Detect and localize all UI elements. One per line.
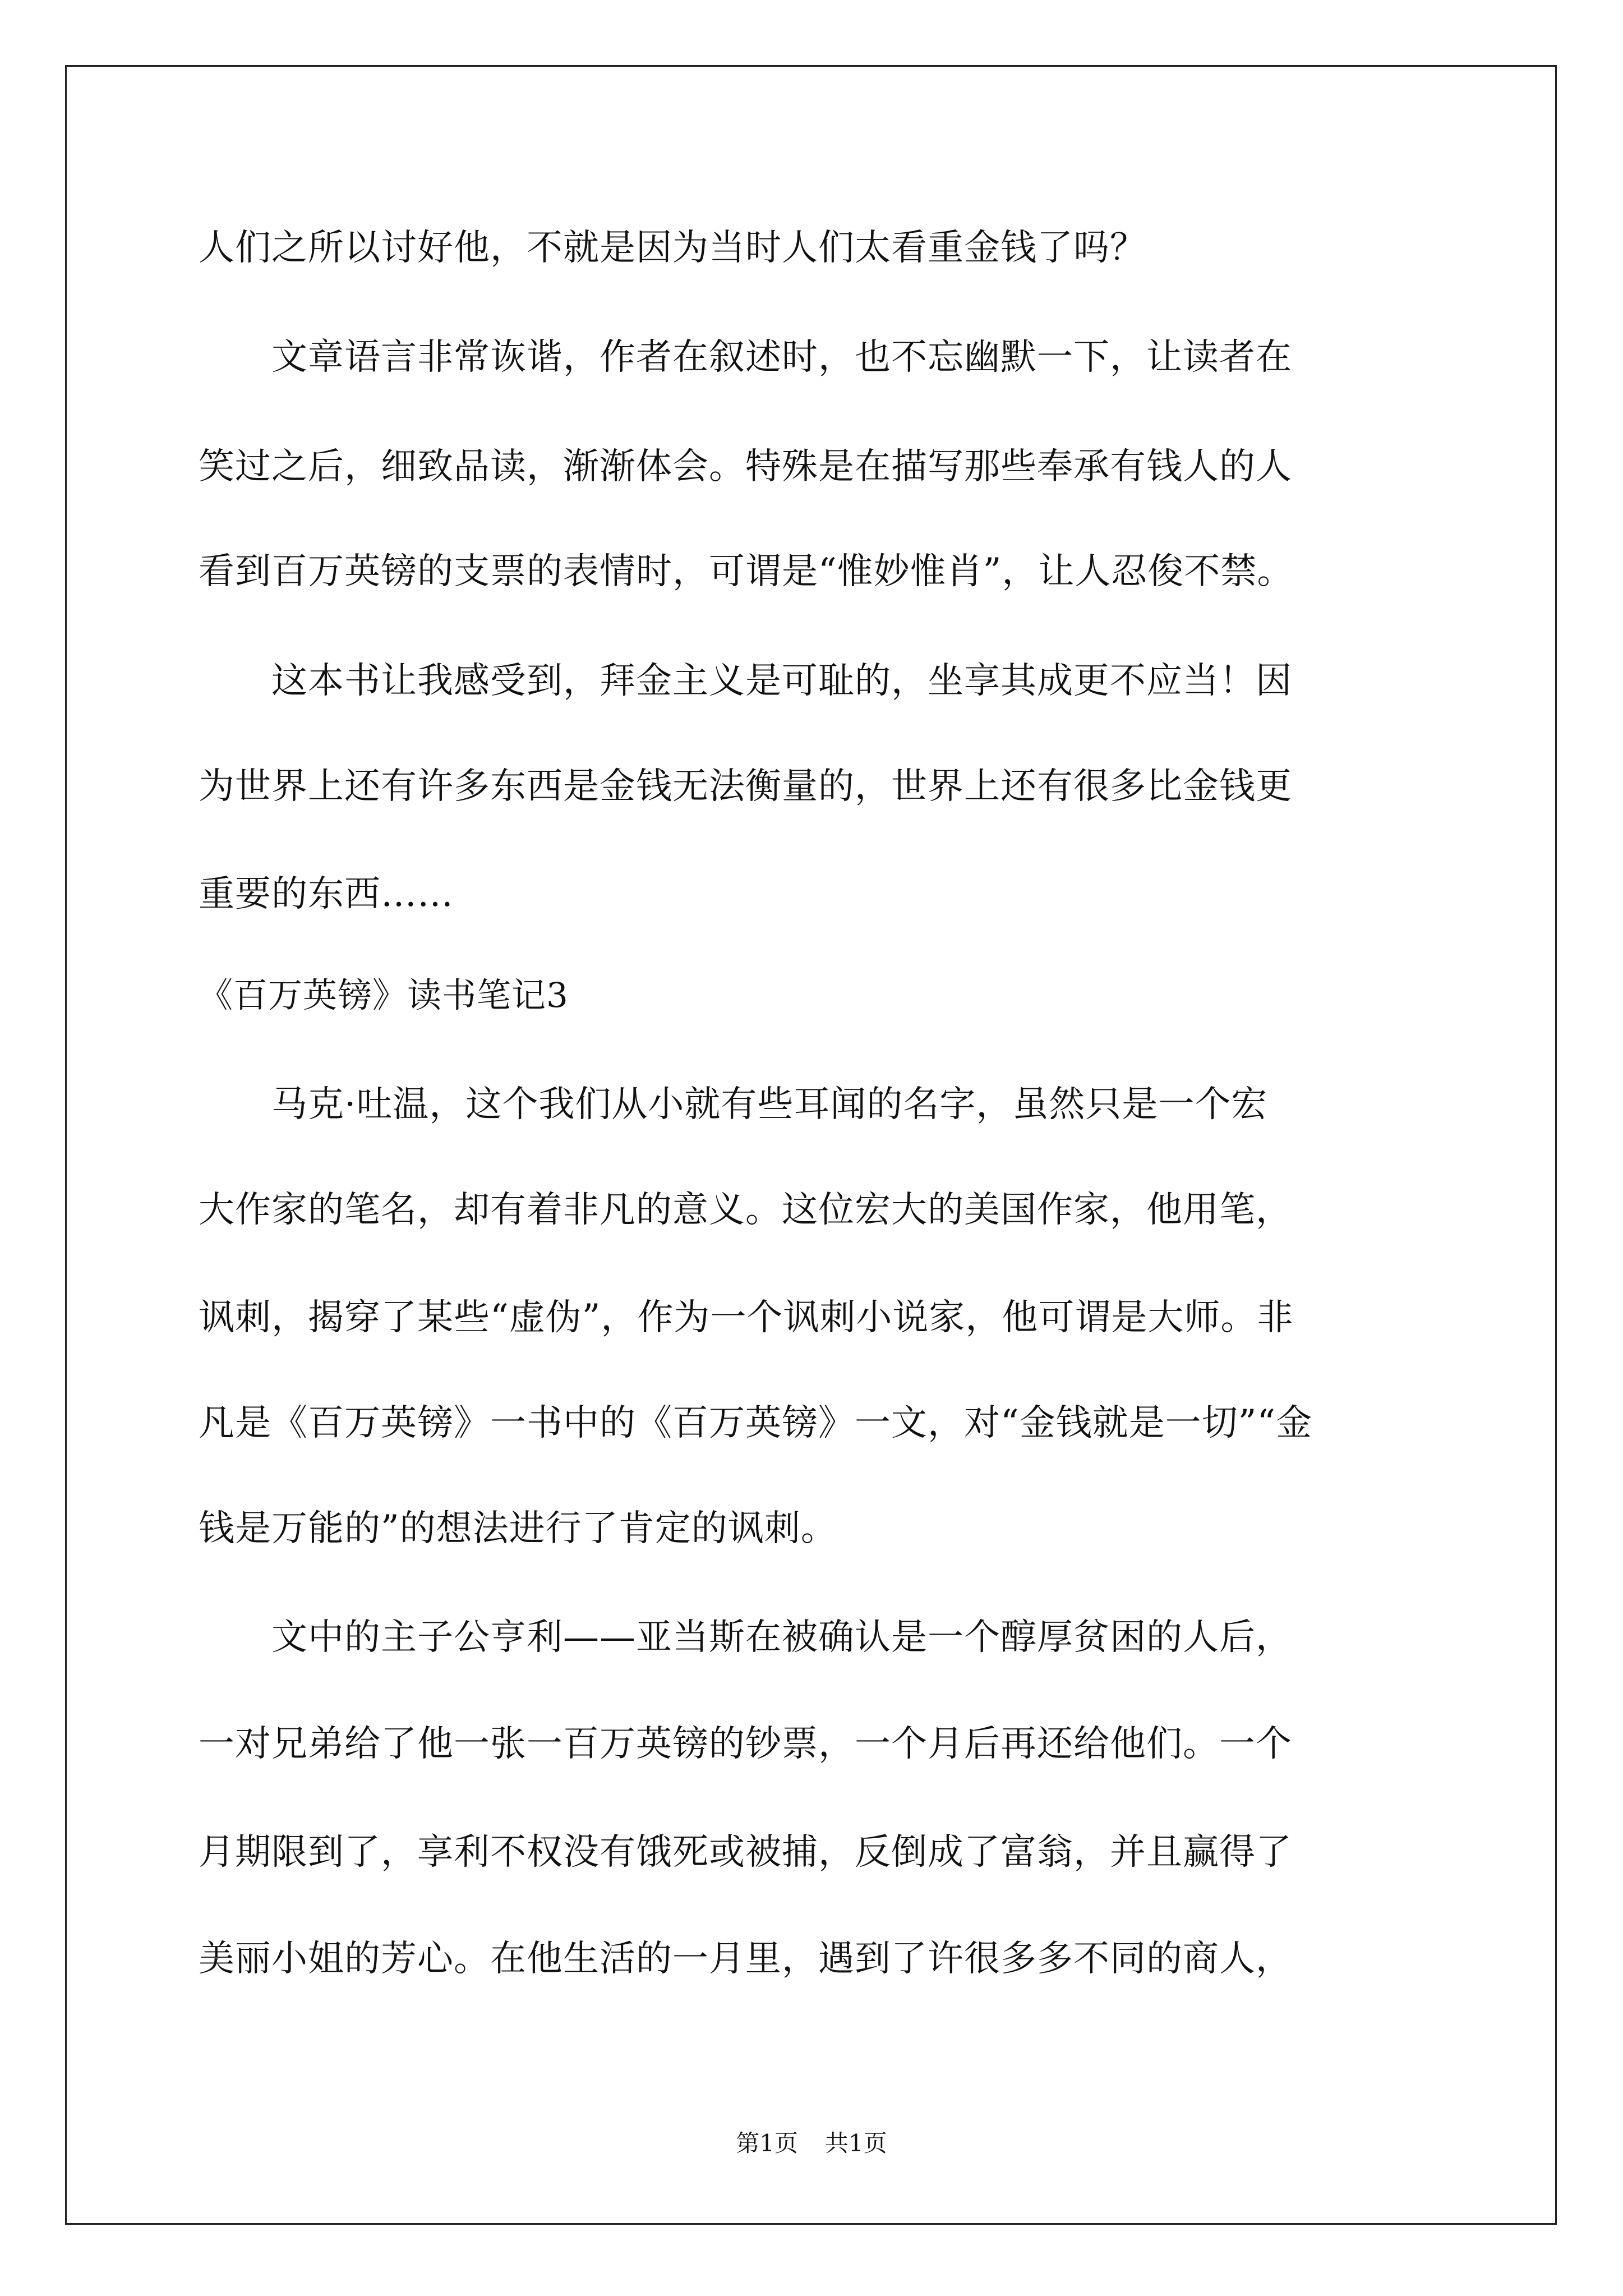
page-number-total: 共1页 — [825, 2129, 887, 2157]
text-line: 看到百万英镑的支票的表情时，可谓是“惟妙惟肖”，让人忍俊不禁。 — [199, 551, 1294, 592]
text-line: 为世界上还有许多东西是金钱无法衡量的，世界上还有很多比金钱更 — [199, 766, 1292, 807]
text-line: 人们之所以讨好他，不就是因为当时人们太看重金钱了吗？ — [199, 227, 1146, 269]
text-line: 钱是万能的”的想法进行了肯定的讽刺。 — [199, 1508, 837, 1549]
text-line: 凡是《百万英镑》一书中的《百万英镑》一文，对“金钱就是一切”“金 — [199, 1402, 1313, 1444]
text-line: 月期限到了，享利不权没有饿死或被捕，反倒成了富翁，并且赢得了 — [199, 1832, 1292, 1873]
text-line: 马克·吐温，这个我们从小就有些耳闻的名字，虽然只是一个宏 — [199, 1084, 1268, 1125]
text-line: 重要的东西…… — [199, 873, 454, 915]
text-line: 这本书让我感受到，拜金主义是可耻的，坐享其成更不应当！因 — [199, 660, 1292, 702]
page-number-current: 第1页 — [736, 2129, 798, 2157]
page-border — [65, 65, 1557, 2225]
section-heading: 《百万英镑》读书笔记3 — [199, 976, 569, 1015]
text-line: 笑过之后，细致品读，渐渐体会。特殊是在描写那些奉承有钱人的人 — [199, 446, 1292, 487]
text-line: 美丽小姐的芳心。在他生活的一月里，遇到了许很多多不同的商人， — [199, 1938, 1292, 1980]
text-line: 文中的主子公亨利——亚当斯在被确认是一个醇厚贫困的人后， — [199, 1617, 1292, 1658]
text-line: 讽刺，揭穿了某些“虚伪”，作为一个讽刺小说家，他可谓是大师。非 — [199, 1297, 1294, 1338]
text-line: 文章语言非常诙谐，作者在叙述时，也不忘幽默一下，让读者在 — [199, 337, 1292, 378]
text-line: 一对兄弟给了他一张一百万英镑的钞票，一个月后再还给他们。一个 — [199, 1723, 1292, 1765]
text-line: 大作家的笔名，却有着非凡的意义。这位宏大的美国作家，他用笔， — [199, 1189, 1292, 1231]
page-footer — [0, 2129, 1623, 2157]
